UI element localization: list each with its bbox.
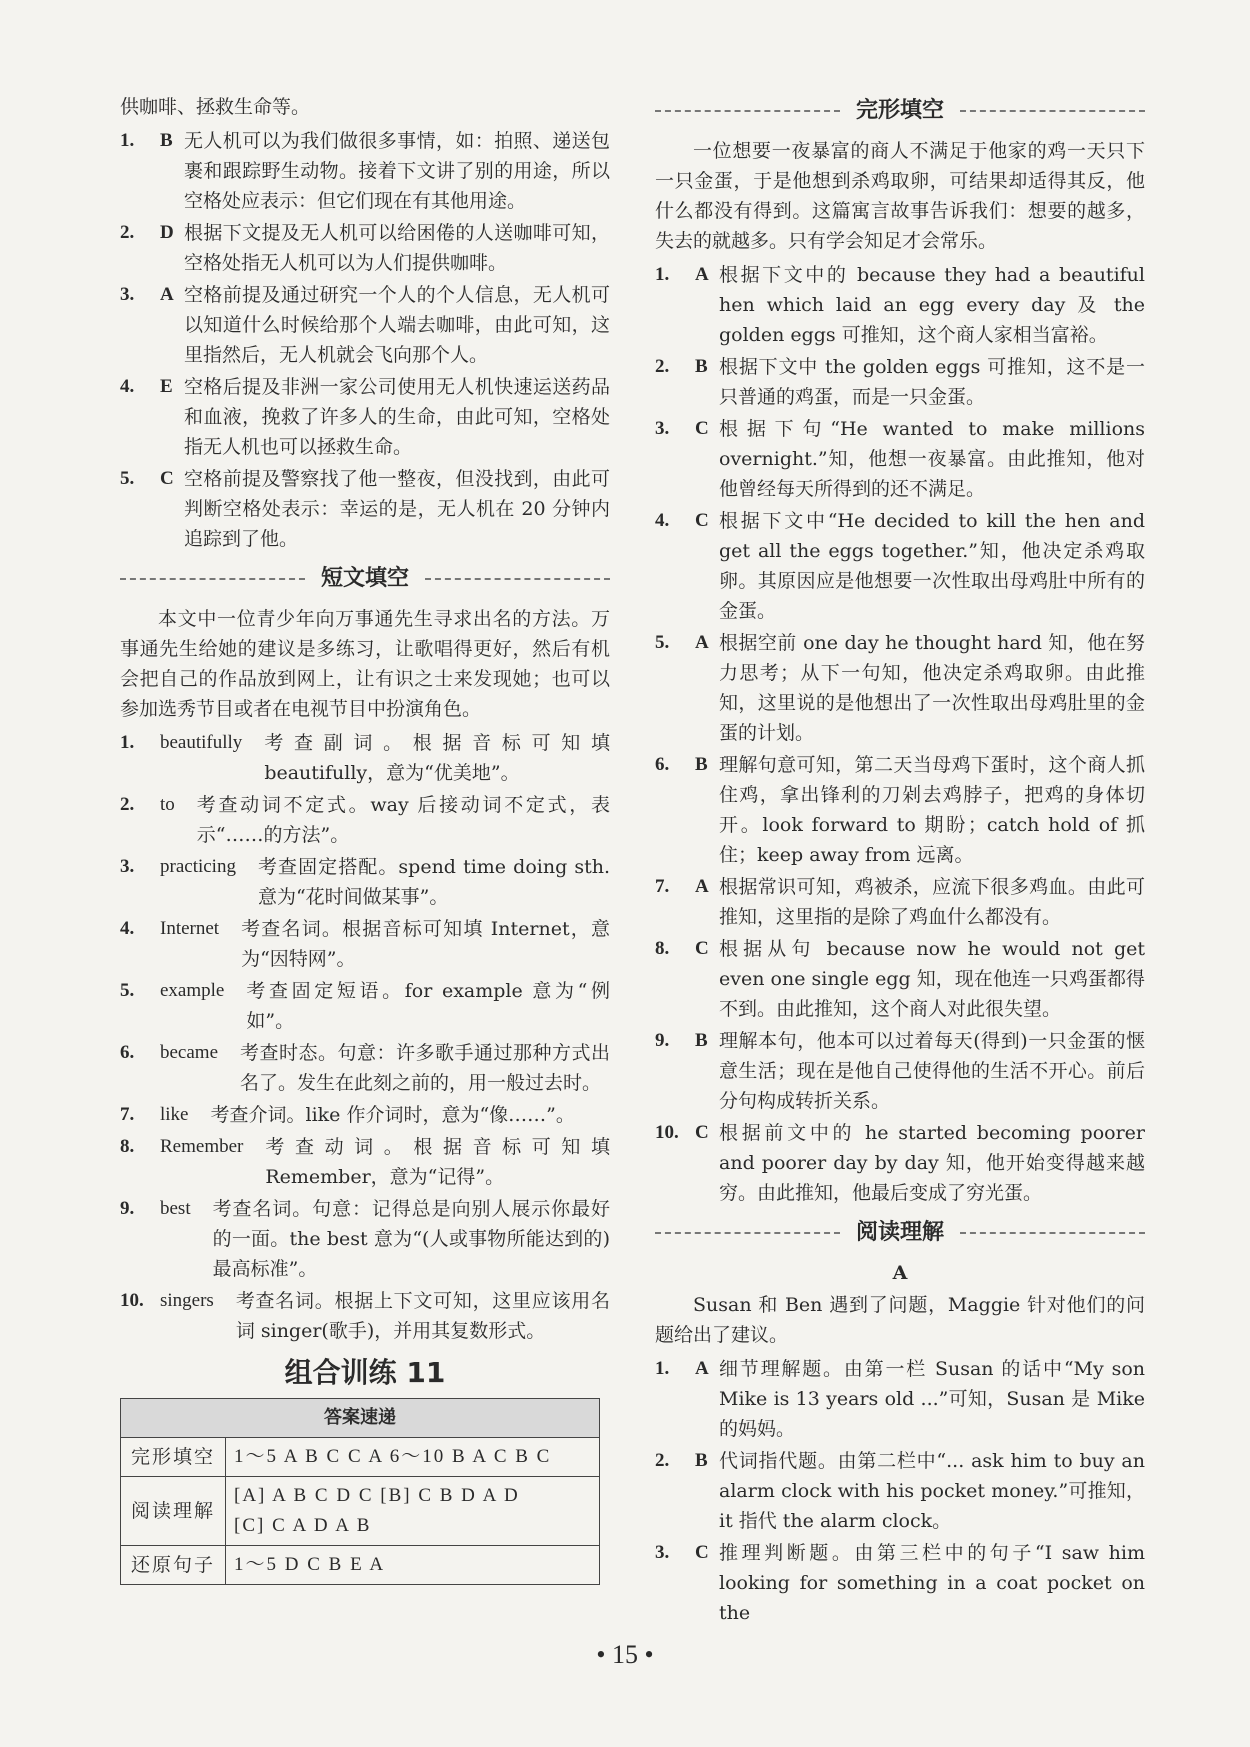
explanation-text: 根据下文中“He decided to kill the hen and get all the eggs together.”知，他决定杀鸡取卵。其原因应是他想要一次性取出母鸡肚中所有的金蛋。 [719,510,1145,622]
item-number: 1. [120,130,135,151]
row-value-line: 1～5 D C B E A [234,1554,386,1575]
answer-item [655,1538,1145,1628]
item-number: 1. [120,732,135,753]
answer-item [655,260,1145,350]
item-number: 1. [655,1358,670,1379]
item-number: 7. [120,1104,135,1125]
item-number: 3. [655,418,670,439]
item-number: 7. [655,876,670,897]
dashed-rule [120,578,305,580]
explanation-text: 考查动词不定式。way 后接动词不定式，表示“……的方法”。 [196,794,610,846]
explanation-text: 考查介词。like 作介词时，意为“像……”。 [210,1104,575,1126]
answer-letter: B [695,1030,708,1051]
answer-item [120,852,610,912]
answer-letter: C [695,510,709,531]
item-number: 3. [120,284,135,305]
right-column [655,92,1145,1630]
item-number: 6. [120,1042,135,1063]
answer-item [655,1026,1145,1116]
row-value-line: [C] C A D A B [234,1515,372,1536]
answer-letter: A [160,284,174,305]
explanation-text: 根据下文中 the golden eggs 可推知，这不是一只普通的鸡蛋，而是一只金蛋。 [719,356,1145,408]
answer-item [655,352,1145,412]
answer-item [120,1100,610,1130]
dashed-rule [655,1232,840,1234]
item-number: 5. [120,468,135,489]
section-header-cloze [655,96,1145,126]
item-number: 1. [655,264,670,285]
answer-item [120,914,610,974]
table-header: 答案速递 [121,1399,600,1438]
answer-item [120,728,610,788]
answer-letter: C [695,938,709,959]
answer-letter: B [160,130,173,151]
explanation-text: 考查名词。根据音标可知填 Internet，意为“因特网”。 [241,918,610,970]
cloze-summary: 一位想要一夜暴富的商人不满足于他家的鸡一天只下一只金蛋，于是他想到杀鸡取卵，可结果却适得其反，他什么都没有得到。这篇寓言故事告诉我们：想要的越多，失去的就越多。只有学会知足才会常乐。 [655,140,1145,252]
row-value-line: 1～5 A B C C A 6～10 B A C B C [234,1446,552,1467]
answer-item [120,790,610,850]
answer-item [655,506,1145,626]
table-row [121,1438,600,1477]
answer-word: beautifully [160,732,243,753]
answer-letter: C [695,1542,709,1563]
section-header-short-passage [120,564,610,594]
explanation-text: 空格前提及警察找了他一整夜，但没找到，由此可判断空格处表示：幸运的是，无人机在 20 分钟内追踪到了他。 [184,468,610,550]
explanation-text: 根据空前 one day he thought hard 知，他在努力思考；从下一句知，他决定杀鸡取卵。由此推知，这里说的是他想出了一次性取出母鸡肚里的金蛋的计划。 [719,632,1145,744]
passage-label: A [892,1262,908,1284]
answer-letter: A [695,1358,709,1379]
answer-item [120,464,610,554]
row-value [226,1438,600,1477]
passage-summary: 本文中一位青少年向万事通先生寻求出名的方法。万事通先生给她的建议是多练习，让歌唱得更好，然后有机会把自己的作品放到网上，让有识之士来发现她；也可以参加选秀节目或者在电视节目中扮演角色。 [120,608,610,720]
answer-item [655,750,1145,870]
answer-item [655,1446,1145,1536]
item-number: 5. [120,980,135,1001]
item-number: 9. [655,1030,670,1051]
answer-letter: C [695,418,709,439]
answer-item [120,280,610,370]
reading-summary: Susan 和 Ben 遇到了问题，Maggie 针对他们的问题给出了建议。 [655,1294,1145,1346]
reading-answers-list [655,1354,1145,1628]
answer-word: practicing [160,856,236,877]
row-label: 阅读理解 [121,1477,226,1546]
answer-word: like [160,1104,189,1125]
explanation-text: 空格前提及通过研究一个人的个人信息，无人机可以知道什么时候给那个人端去咖啡，由此可知，这里指然后，无人机就会飞向那个人。 [184,284,610,366]
fill-in-answers-list [120,728,610,1346]
section-header-reading [655,1218,1145,1248]
page-number: • 15 • [596,1640,654,1669]
item-number: 2. [120,794,135,815]
explanation-text: 理解本句，他本可以过着每天(得到)一只金蛋的惬意生活；现在是他自己使得他的生活不开心。前后分句构成转折关系。 [719,1030,1145,1112]
item-number: 10. [655,1122,679,1143]
item-number: 8. [655,938,670,959]
dashed-rule [655,110,840,112]
explanation-text: 考查固定搭配。spend time doing sth. 意为“花时间做某事”。 [257,856,610,908]
item-number: 5. [655,632,670,653]
answer-letter: E [160,376,173,397]
answer-item [120,1132,610,1192]
explanation-text: 无人机可以为我们做很多事情，如：拍照、递送包裹和跟踪野生动物。接着下文讲了别的用途，所以空格处应表示：但它们现在有其他用途。 [184,130,610,212]
answer-item [655,934,1145,1024]
item-number: 2. [120,222,135,243]
answer-item [655,872,1145,932]
answer-letter: A [695,876,709,897]
cloze-answers-list [120,126,610,554]
left-column [120,92,610,1585]
training-title: 组合训练 11 [284,1356,446,1389]
answer-word: Remember [160,1136,244,1157]
row-label: 还原句子 [121,1546,226,1585]
answer-word: to [160,794,175,815]
answer-letter: C [160,468,174,489]
explanation-text: 根据从句 because now he would not get even one single egg 知，现在他连一只鸡蛋都得不到。由此推知，这个商人对此很失望。 [719,938,1145,1020]
answer-word: Internet [160,918,220,939]
explanation-text: 细节理解题。由第一栏 Susan 的话中“My son Mike is 13 years old ...”可知，Susan 是 Mike 的妈妈。 [719,1358,1145,1440]
answer-letter: D [160,222,174,243]
explanation-text: 考查固定短语。for example 意为“例如”。 [246,980,610,1032]
answer-word: best [160,1198,191,1219]
answer-item [655,628,1145,748]
item-number: 4. [120,918,135,939]
explanation-text: 考查名词。根据上下文可知，这里应该用名词 singer(歌手)，并用其复数形式。 [235,1290,610,1342]
dashed-rule [960,110,1145,112]
explanation-text: 代词指代题。由第二栏中“... ask him to buy an alarm clock with his pocket money.”可推知，it 指代 the alarm clock。 [719,1450,1145,1532]
section-title: 阅读理解 [856,1220,945,1245]
explanation-text: 根据下句“He wanted to make millions overnight.”知，他想一夜暴富。由此推知，他对他曾经每天所得到的还不满足。 [719,418,1145,500]
answer-letter: C [695,1122,709,1143]
answer-word: singers [160,1290,214,1311]
item-number: 3. [655,1542,670,1563]
dashed-rule [425,578,610,580]
explanation-text: 考查副词。根据音标可知填 beautifully，意为“优美地”。 [264,732,610,784]
explanation-text: 根据常识可知，鸡被杀，应流下很多鸡血。由此可推知，这里指的是除了鸡血什么都没有。 [719,876,1145,928]
answer-letter: B [695,356,708,377]
answer-item [120,1194,610,1284]
explanation-text: 空格后提及非洲一家公司使用无人机快速运送药品和血液，挽救了许多人的生命，由此可知，空格处指无人机也可以拯救生命。 [184,376,610,458]
row-label: 完形填空 [121,1438,226,1477]
answer-item [655,1118,1145,1208]
answer-item [120,1038,610,1098]
explanation-text: 根据下文提及无人机可以给困倦的人送咖啡可知，空格处指无人机可以为人们提供咖啡。 [184,222,610,274]
item-number: 9. [120,1198,135,1219]
item-number: 2. [655,1450,670,1471]
answer-word: example [160,980,225,1001]
explanation-text: 根据下文中的 because they had a beautiful hen which laid an egg every day 及 the golden eggs 可推知，这个商人家相当富裕。 [719,264,1145,346]
row-value [226,1477,600,1546]
answer-item [655,1354,1145,1444]
answer-item [120,976,610,1036]
explanation-text: 根据前文中的 he started becoming poorer and poorer day by day 知，他开始变得越来越穷。由此推知，他最后变成了穷光蛋。 [719,1122,1145,1204]
answer-letter: B [695,754,708,775]
section-title: 完形填空 [856,98,945,123]
dashed-rule [960,1232,1145,1234]
explanation-text: 考查时态。句意：许多歌手通过那种方式出名了。发生在此刻之前的，用一般过去时。 [240,1042,610,1094]
answer-item [120,126,610,216]
item-number: 3. [120,856,135,877]
item-number: 4. [655,510,670,531]
row-value [226,1546,600,1585]
table-row [121,1477,600,1546]
item-number: 2. [655,356,670,377]
answer-item [120,1286,610,1346]
section-title: 短文填空 [321,566,410,591]
answer-letter: A [695,632,709,653]
explanation-text: 理解句意可知，第二天当母鸡下蛋时，这个商人抓住鸡，拿出锋利的刀剁去鸡脖子，把鸡的身体切开。look forward to 期盼；catch hold of 抓住；keep away from 远离。 [719,754,1145,866]
answer-item [120,218,610,278]
cloze-answers-list [655,260,1145,1208]
answer-item [655,414,1145,504]
answer-word: became [160,1042,219,1063]
row-value-line: [A] A B C D C [B] C B D A D [234,1485,520,1506]
answer-letter: A [695,264,709,285]
item-number: 10. [120,1290,144,1311]
answer-item [120,372,610,462]
left-intro: 供咖啡、拯救生命等。 [120,96,311,118]
answer-quick-table [120,1398,600,1585]
explanation-text: 推理判断题。由第三栏中的句子“I saw him looking for something in a coat pocket on the [719,1542,1145,1624]
explanation-text: 考查动词。根据音标可知填 Remember，意为“记得”。 [265,1136,610,1188]
item-number: 4. [120,376,135,397]
answer-letter: B [695,1450,708,1471]
item-number: 8. [120,1136,135,1157]
item-number: 6. [655,754,670,775]
table-row [121,1546,600,1585]
explanation-text: 考查名词。句意：记得总是向别人展示你最好的一面。the best 意为“(人或事物所能达到的)最高标准”。 [212,1198,610,1280]
